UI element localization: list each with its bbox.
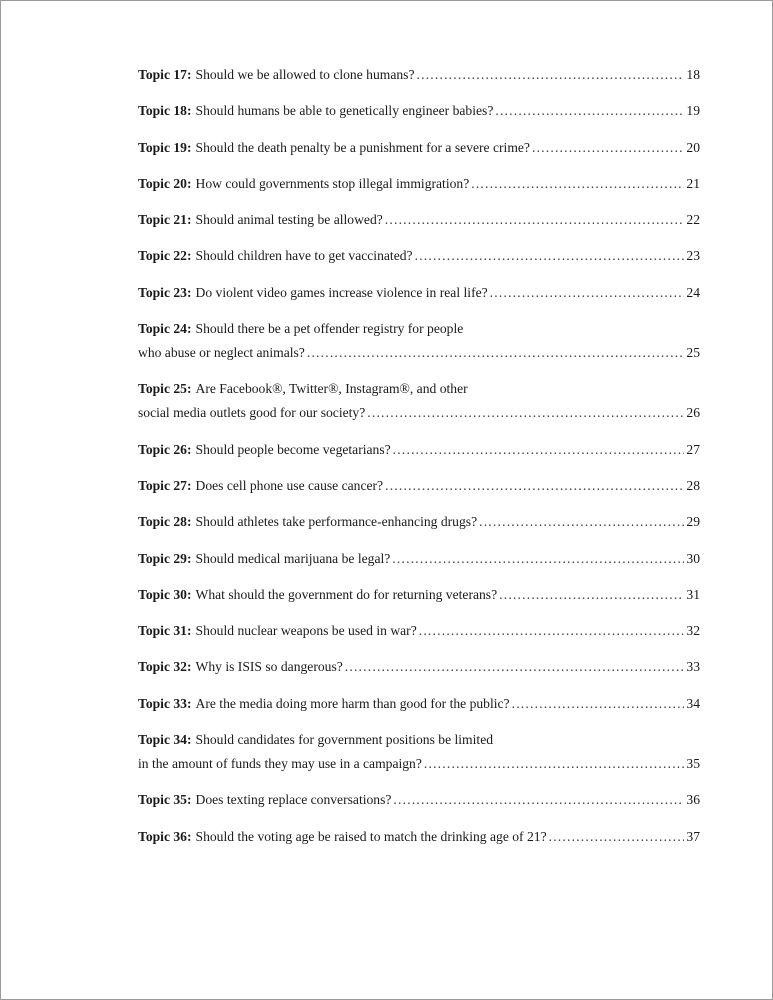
topic-title: Should there be a pet offender registry for people [195, 321, 464, 337]
dot-leader [393, 438, 685, 462]
dot-leader [512, 692, 685, 716]
topic-label: Topic 24: [138, 321, 192, 337]
topic-label: Topic 36: [138, 828, 192, 844]
toc-line [138, 752, 700, 776]
page-number: 24 [686, 284, 700, 300]
dot-leader [385, 474, 684, 498]
page-number: 25 [686, 345, 700, 361]
toc-entry[interactable] [138, 547, 700, 571]
topic-label: Topic 35: [138, 792, 192, 808]
topic-label: Topic 30: [138, 586, 192, 602]
topic-title: Why is ISIS so dangerous? [195, 659, 343, 675]
topic-label: Topic 32: [138, 659, 192, 675]
topic-title: Should the death penalty be a punishment for a severe crime? [195, 139, 530, 155]
topic-label: Topic 33: [138, 695, 192, 711]
topic-label: Topic 20: [138, 175, 192, 191]
toc-line [138, 377, 700, 401]
page-number: 33 [686, 659, 700, 675]
topic-label: Topic 27: [138, 477, 192, 493]
toc-line [138, 655, 700, 679]
toc-line [138, 547, 700, 571]
page-number: 32 [686, 623, 700, 639]
toc-line [138, 401, 700, 425]
toc-line [138, 244, 700, 268]
topic-label: Topic 18: [138, 103, 192, 119]
toc-line [138, 788, 700, 812]
page-number: 19 [686, 103, 700, 119]
topic-label: Topic 25: [138, 381, 192, 397]
topic-title: Should athletes take performance-enhancing drugs? [195, 514, 478, 530]
toc-line [138, 136, 700, 160]
dot-leader [490, 281, 685, 305]
page-number: 26 [686, 405, 700, 421]
toc-entry[interactable] [138, 438, 700, 462]
topic-title-continued: social media outlets good for our society? [138, 405, 366, 421]
toc-entry[interactable] [138, 317, 700, 365]
dot-leader [495, 99, 684, 123]
toc-entry[interactable] [138, 136, 700, 160]
page-number: 30 [686, 550, 700, 566]
page-number: 27 [686, 441, 700, 457]
topic-label: Topic 21: [138, 212, 192, 228]
toc-entry[interactable] [138, 377, 700, 425]
toc-line [138, 99, 700, 123]
dot-leader [416, 63, 684, 87]
toc-line [138, 619, 700, 643]
dot-leader [345, 655, 685, 679]
dot-leader [393, 788, 684, 812]
topic-label: Topic 29: [138, 550, 192, 566]
toc-line [138, 510, 700, 534]
toc-entry[interactable] [138, 510, 700, 534]
toc-entry[interactable] [138, 788, 700, 812]
toc-line [138, 317, 700, 341]
page-number: 21 [686, 175, 700, 191]
toc-entry[interactable] [138, 99, 700, 123]
toc-line [138, 63, 700, 87]
topic-title-continued: who abuse or neglect animals? [138, 345, 305, 361]
topic-label: Topic 31: [138, 623, 192, 639]
topic-title: Should people become vegetarians? [195, 441, 391, 457]
dot-leader [419, 619, 685, 643]
topic-title: Should the voting age be raised to match the drinking age of 21? [195, 828, 547, 844]
topic-title: Should humans be able to genetically engineer babies? [195, 103, 494, 119]
toc-line [138, 583, 700, 607]
toc-line [138, 438, 700, 462]
toc-line [138, 281, 700, 305]
toc-line [138, 341, 700, 365]
topic-label: Topic 22: [138, 248, 192, 264]
table-of-contents [138, 63, 700, 861]
page-number: 34 [686, 695, 700, 711]
dot-leader [385, 208, 685, 232]
dot-leader [415, 244, 685, 268]
toc-line [138, 825, 700, 849]
toc-entry[interactable] [138, 692, 700, 716]
page-number: 20 [686, 139, 700, 155]
dot-leader [392, 547, 684, 571]
toc-entry[interactable] [138, 63, 700, 87]
topic-label: Topic 28: [138, 514, 192, 530]
toc-entry[interactable] [138, 244, 700, 268]
topic-title: Should children have to get vaccinated? [195, 248, 413, 264]
topic-title: Should animal testing be allowed? [195, 212, 383, 228]
topic-title: Does texting replace conversations? [195, 792, 392, 808]
topic-title: Should medical marijuana be legal? [195, 550, 391, 566]
toc-entry[interactable] [138, 281, 700, 305]
topic-title: Should candidates for government positions be limited [195, 732, 494, 748]
dot-leader [479, 510, 684, 534]
toc-entry[interactable] [138, 655, 700, 679]
toc-line [138, 208, 700, 232]
topic-title: How could governments stop illegal immigration? [195, 175, 470, 191]
toc-line [138, 172, 700, 196]
page-number: 23 [686, 248, 700, 264]
topic-label: Topic 23: [138, 284, 192, 300]
page-number: 28 [686, 477, 700, 493]
page-number: 35 [686, 756, 700, 772]
page-number: 37 [686, 828, 700, 844]
toc-entry[interactable] [138, 208, 700, 232]
topic-title: Should we be allowed to clone humans? [195, 67, 415, 82]
topic-title: Does cell phone use cause cancer? [195, 477, 384, 493]
toc-entry[interactable] [138, 474, 700, 498]
toc-line [138, 692, 700, 716]
toc-entry[interactable] [138, 825, 700, 849]
dot-leader [532, 136, 684, 160]
dot-leader [307, 341, 685, 365]
toc-entry[interactable] [138, 172, 700, 196]
toc-line [138, 728, 700, 752]
topic-label: Topic 26: [138, 441, 192, 457]
dot-leader [549, 825, 685, 849]
page-number: 29 [686, 514, 700, 530]
topic-title: What should the government do for returning veterans? [195, 586, 498, 602]
toc-line [138, 474, 700, 498]
topic-label: Topic 19: [138, 139, 192, 155]
dot-leader [471, 172, 684, 196]
topic-label: Topic 17: [138, 67, 192, 82]
topic-title: Do violent video games increase violence in real life? [195, 284, 488, 300]
topic-title: Are Facebook®, Twitter®, Instagram®, and other [195, 381, 468, 397]
topic-title: Should nuclear weapons be used in war? [195, 623, 417, 639]
toc-entry[interactable] [138, 583, 700, 607]
page-number: 18 [686, 67, 700, 82]
toc-entry[interactable] [138, 619, 700, 643]
page-number: 22 [686, 212, 700, 228]
topic-title-continued: in the amount of funds they may use in a campaign? [138, 756, 422, 772]
page-number: 36 [686, 792, 700, 808]
page-number: 31 [686, 586, 700, 602]
topic-title: Are the media doing more harm than good for the public? [195, 695, 510, 711]
dot-leader [367, 401, 684, 425]
toc-entry[interactable] [138, 728, 700, 776]
dot-leader [499, 583, 684, 607]
dot-leader [424, 752, 685, 776]
topic-label: Topic 34: [138, 732, 192, 748]
